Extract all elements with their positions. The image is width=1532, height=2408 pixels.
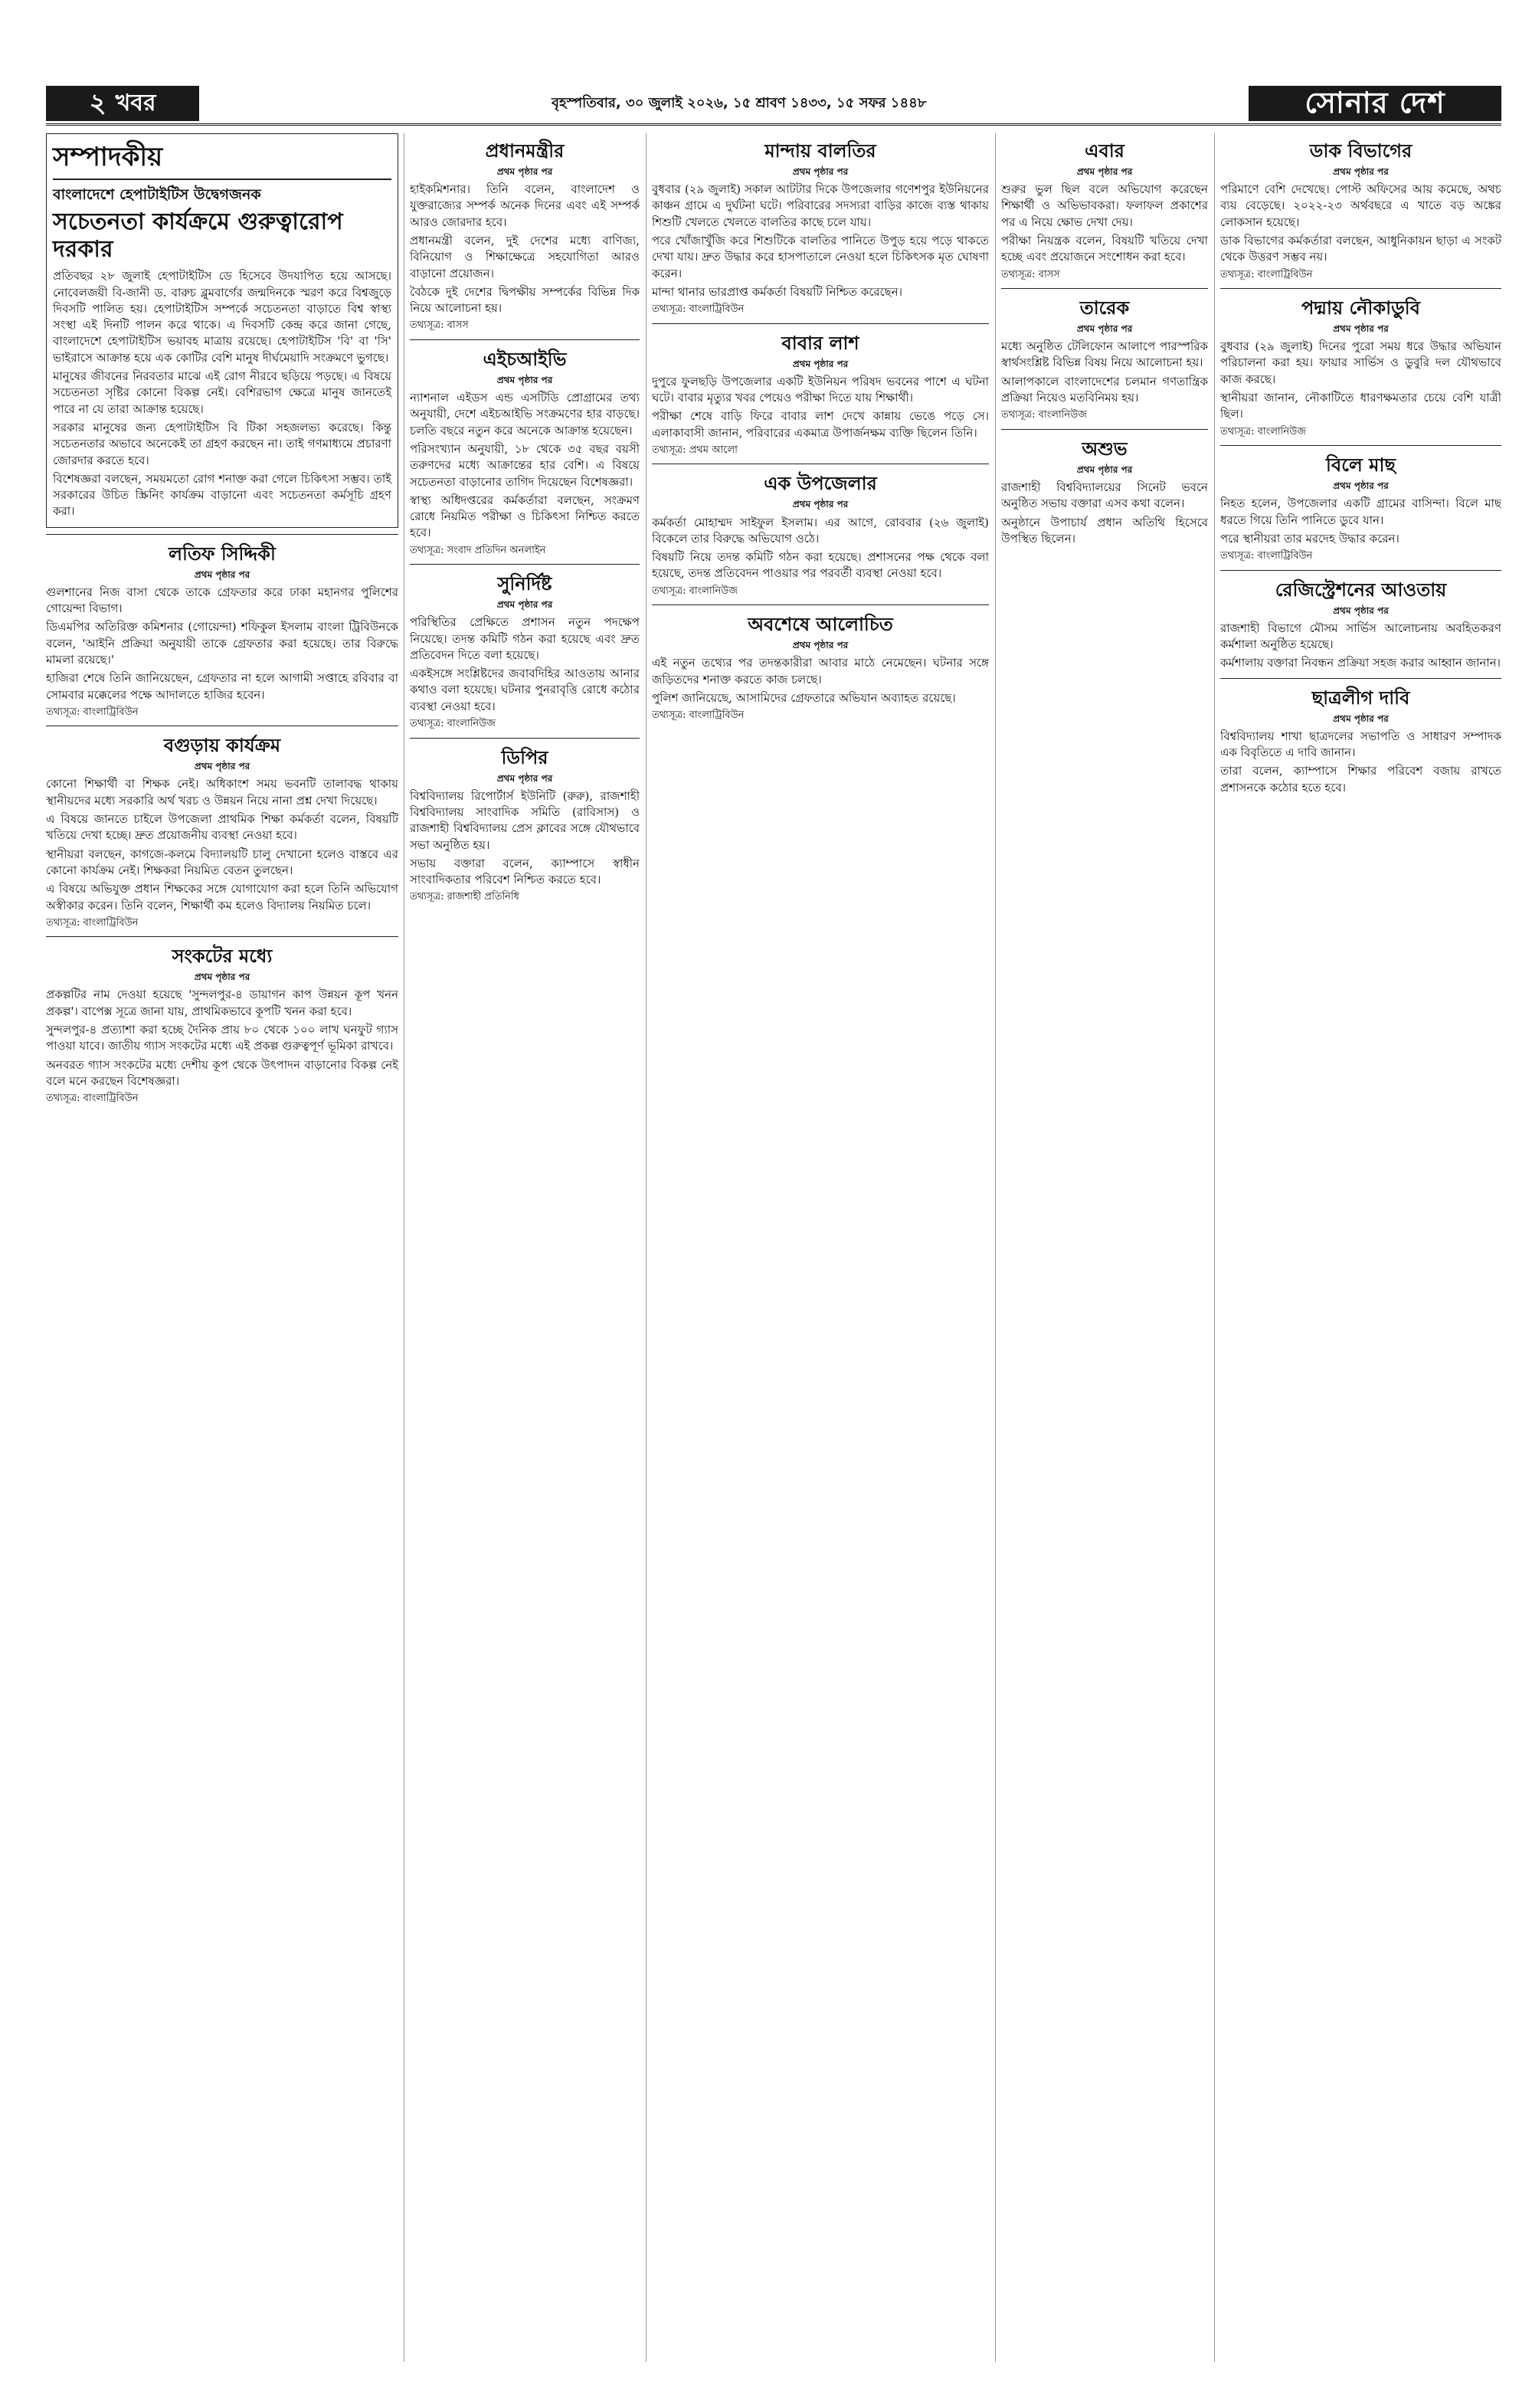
story-paragraph: পরিসংখ্যান অনুযায়ী, ১৮ থেকে ৩৫ বছর বয়সী তরুণদের মধ্যে আক্রান্তের হার বেশি। এ বিষয়ে সচেতনতা বাড়ানোর তাগিদ দিয়েছেন বিশেষজ্ঞরা। <box>410 441 640 489</box>
story-paragraph: আলাপকালে বাংলাদেশের চলমান গণতান্ত্রিক প্রক্রিয়া নিয়েও মতবিনিময় হয়। <box>1001 374 1208 405</box>
story-title: ডিপির <box>501 746 548 768</box>
story-pm <box>410 138 640 333</box>
story-continued: প্রথম পৃষ্ঠার পর <box>194 568 250 580</box>
story-paragraph: এ বিষয়ে জানতে চাইলে উপজেলা প্রাথমিক শিক্ষা কর্মকর্তা বলেন, বিষয়টি খতিয়ে দেখা হচ্ছে। দ্রুত প্রয়োজনীয় ব্যবস্থা নেওয়া হবে। <box>46 812 398 843</box>
story-continued: প্রথম পৃষ্ঠার পর <box>1076 323 1133 335</box>
story-crisis <box>46 943 398 1106</box>
story-continued: প্রথম পৃষ্ঠার পর <box>194 761 250 772</box>
story-continued: প্রথম পৃষ্ঠার পর <box>1333 166 1389 178</box>
story-credit: তথ্যসূত্র: বাংলানিউজ <box>1001 409 1087 421</box>
story-title: প্রধানমন্ত্রীর <box>485 140 565 162</box>
editorial-paragraph: প্রতিবছর ২৮ জুলাই হেপাটাইটিস ডে হিসেবে উদযাপিত হয়ে আসছে। নোবেলজয়ী বি-জানী ড. বারুচ ব্লুমবার্গের জন্মদিনকে স্মরণ করে বিশ্বজুড়ে দিবসটি পালিত হয়। হেপাটাইটিস সম্পর্কে সচেতনতা বাড়াতে বিশ্ব স্বাস্থ্য সংস্থা এই দিনটি পালন করে থাকে। এ দিবসটি কেন্দ্র করে জানা গেছে, বাংলাদেশে হেপাটাইটিস ভয়াবহ মাত্রায় রয়েছে। হেপাটাইটিস 'বি' বা 'সি' ভাইরাসে আক্রান্ত হয়ে এক কোটির বেশি মানুষ দীর্ঘমেয়াদি সংক্রমণে ভুগছে। <box>53 269 391 365</box>
story-title: ছাত্রলীগ দাবি <box>1311 686 1410 709</box>
story-title: সুনির্দিষ্ট <box>497 573 552 595</box>
story-paragraph: স্থানীয়রা বলছেন, কাগজে-কলমে বিদ্যালয়টি চালু দেখানো হলেও বাস্তবে এর কোনো কার্যক্রম নেই। শিক্ষকরা নিয়মিত বেতন তুলছেন। <box>46 847 398 877</box>
editorial-paragraph: সরকার মানুষের জন্য হেপাটাইটিস বি টিকা সহজলভ্য করেছে। কিন্তু সচেতনতার অভাবে অনেকেই তা গ্রহণ করছেন না। তাই গণমাধ্যমে প্রচারণা জোরদার করতে হবে। <box>53 420 391 467</box>
story-title: অশুভ <box>1082 437 1128 460</box>
newspaper-logo: সোনার দেশ <box>1249 86 1501 121</box>
story-paragraph: কর্মকর্তা মোহাম্মদ সাইফুল ইসলাম। এর আগে, রোববার (২৬ জুলাই) বিকেলে তার বিরুদ্ধে অভিযোগ ওঠে। <box>652 515 989 545</box>
story-continued: প্রথম পৃষ্ঠার পর <box>1333 323 1389 335</box>
story-paragraph: বুধবার (২৯ জুলাই) সকাল আটটার দিকে উপজেলার গণেশপুর ইউনিয়নের কাঞ্চন গ্রামে এ দুর্ঘটনা ঘটে। পরিবারের সদস্যরা বাড়ির কাজে ব্যস্ত থাকায় শিশুটি খেলতে খেলতে বালতির কাছে চলে যায়। <box>652 182 989 229</box>
story-credit: তথ্যসূত্র: বাংলাট্রিবিউন <box>46 1093 139 1105</box>
story-paragraph: পুলিশ জানিয়েছে, আসামিদের গ্রেফতারে অভিযান অব্যাহত রয়েছে। <box>652 690 956 705</box>
story-credit: তথ্যসূত্র: বাসস <box>410 319 469 332</box>
story-padma <box>1220 295 1501 439</box>
story-paragraph: প্রধানমন্ত্রী বলেন, দুই দেশের মধ্যে বাণিজ্য, বিনিয়োগ ও শিক্ষাক্ষেত্রে সহযোগিতা আরও বাড়ানো প্রয়োজন। <box>410 234 640 280</box>
story-latif <box>46 541 398 720</box>
story-paragraph: বৈঠকে দুই দেশের দ্বিপক্ষীয় সম্পর্কের বিভিন্ন দিক নিয়ে আলোচনা হয়। <box>410 284 640 316</box>
story-credit: তথ্যসূত্র: বাংলানিউজ <box>652 585 738 597</box>
story-paragraph: পরিস্থিতির প্রেক্ষিতে প্রশাসন নতুন পদক্ষেপ নিয়েছে। তদন্ত কমিটি গঠন করা হয়েছে এবং দ্রুত প্রতিবেদন দিতে বলা হয়েছে। <box>410 615 640 662</box>
story-continued: প্রথম পৃষ্ঠার পর <box>496 599 553 611</box>
story-credit: তথ্যসূত্র: বাংলানিউজ <box>1220 425 1306 437</box>
story-continued: প্রথম পৃষ্ঠার পর <box>496 772 553 784</box>
story-postal <box>1220 138 1501 282</box>
story-upazila <box>652 470 989 598</box>
column-2 <box>410 133 640 2362</box>
story-title: পদ্মায় নৌকাডুবি <box>1301 297 1421 319</box>
story-paragraph: পরে খোঁজাখুঁজি করে শিশুটিকে বালতির পানিতে উপুড় হয়ে পড়ে থাকতে দেখা যায়। দ্রুত উদ্ধার করে হাসপাতালে নেওয়া হলে চিকিৎসক মৃত ঘোষণা করেন। <box>652 234 989 280</box>
column-1 <box>46 133 398 2362</box>
story-paragraph: সুন্দলপুর-৪ প্রত্যাশা করা হচ্ছে দৈনিক প্রায় ৮০ থেকে ১০০ লাখ ঘনফুট গ্যাস পাওয়া যাবে। জাতীয় গ্যাস সংকটের মধ্যে এই প্রকল্প গুরুত্বপূর্ণ ভূমিকা রাখবে। <box>46 1022 398 1053</box>
story-paragraph: ডাক বিভাগের কর্মকর্তারা বলছেন, আধুনিকায়ন ছাড়া এ সংকট থেকে উত্তরণ সম্ভব নয়। <box>1220 234 1501 264</box>
story-title: লতিফ সিদ্দিকী <box>169 542 276 565</box>
story-paragraph: রাজশাহী বিশ্ববিদ্যালয়ের সিনেট ভবনে অনুষ্ঠিত সভায় বক্তারা এসব কথা বলেন। <box>1001 480 1208 511</box>
story-paragraph: পরীক্ষা নিয়ন্ত্রক বলেন, বিষয়টি খতিয়ে দেখা হচ্ছে এবং প্রয়োজনে সংশোধন করা হবে। <box>1001 234 1208 264</box>
story-paragraph: অনুষ্ঠানে উপাচার্য প্রধান অতিথি হিসেবে উপস্থিত ছিলেন। <box>1001 515 1208 545</box>
story-credit: তথ্যসূত্র: সংবাদ প্রতিদিন অনলাইন <box>410 544 546 556</box>
story-paragraph: শুরুর ভুল ছিল বলে অভিযোগ করেছেন শিক্ষার্থী ও অভিভাবকরা। ফলাফল প্রকাশের পর এ নিয়ে ক্ষোভ দেখা দেয়। <box>1001 182 1208 229</box>
story-credit: তথ্যসূত্র: বাংলাট্রিবিউন <box>1220 268 1313 280</box>
story-title: অবশেষে আলোচিত <box>748 614 893 636</box>
editorial-header <box>53 139 391 180</box>
column-4 <box>1001 133 1208 2362</box>
story-finally <box>652 611 989 722</box>
story-chhatraleague <box>1220 685 1501 796</box>
editorial-title: সচেতনতা কার্যক্রমে গুরুত্বারোপ দরকার <box>53 208 343 264</box>
story-paragraph: এই নতুন তথ্যের পর তদন্তকারীরা আবার মাঠে নেমেছেন। ঘটনার সঙ্গে জড়িতদের শনাক্ত করতে কাজ চলছে। <box>652 656 989 686</box>
story-paragraph: বুধবার (২৯ জুলাই) দিনের পুরো সময় ধরে উদ্ধার অভিযান পরিচালনা করা হয়। ফায়ার সার্ভিস ও ডুবুরি দল যৌথভাবে কাজ করছে। <box>1220 339 1501 386</box>
story-paragraph: দুপুরে ফুলছড়ি উপজেলার একটি ইউনিয়ন পরিষদ ভবনের পাশে এ ঘটনা ঘটে। বাবার মৃত্যুর খবর পেয়েও পরীক্ষা দিতে যায় শিক্ষার্থী। <box>652 374 989 405</box>
story-credit: তথ্যসূত্র: বাংলানিউজ <box>410 718 496 730</box>
story-fish <box>1220 452 1501 563</box>
story-title: এবার <box>1085 140 1124 162</box>
story-credit: তথ্যসূত্র: বাংলাট্রিবিউন <box>46 706 139 718</box>
story-paragraph: স্বাস্থ্য অধিদপ্তরের কর্মকর্তারা বলছেন, সংক্রমণ রোধে নিয়মিত পরীক্ষা ও চিকিৎসা নিশ্চিত করতে হবে। <box>410 493 640 540</box>
story-credit: তথ্যসূত্র: বাংলাট্রিবিউন <box>1220 550 1313 562</box>
story-paragraph: বিষয়টি নিয়ে তদন্ত কমিটি গঠন করা হয়েছে। প্রশাসনের পক্ষ থেকে বলা হয়েছে, তদন্ত প্রতিবেদন পাওয়ার পর পরবর্তী ব্যবস্থা নেওয়া হবে। <box>652 550 989 581</box>
story-continued: প্রথম পৃষ্ঠার পর <box>1333 713 1389 724</box>
story-paragraph: মধ্যে অনুষ্ঠিত টেলিফোন আলাপে পারস্পরিক স্বার্থসংশ্লিষ্ট বিভিন্ন বিষয় নিয়ে আলোচনা হয়। <box>1001 339 1208 370</box>
story-paragraph: বিশ্ববিদ্যালয় রিপোর্টার্স ইউনিটি (রুরু), রাজশাহী বিশ্ববিদ্যালয় সাংবাদিক সমিতি (রাবিসাস) ও রাজশাহী বিশ্ববিদ্যালয় প্রেস ক্লাবের সঙ্গে যৌথভাবে সভা অনুষ্ঠিত হয়। <box>410 788 640 852</box>
story-continued: প্রথম পৃষ্ঠার পর <box>496 166 553 178</box>
story-continued: প্রথম পৃষ্ঠার পর <box>792 358 849 369</box>
story-paragraph: পরিমাণে বেশি দেখেছে। পোস্ট অফিসের আয় কমেছে, অথচ ব্যয় বেড়েছে। ২০২২-২৩ অর্থবছরে এ খাতে বড় অঙ্কের লোকসান হয়েছে। <box>1220 182 1501 229</box>
story-credit: তথ্যসূত্র: বাংলাট্রিবিউন <box>46 916 139 929</box>
section-name: খবর <box>115 89 156 116</box>
story-paragraph: বিশ্ববিদ্যালয় শাখা ছাত্রদলের সভাপতি ও সাধারণ সম্পাদক এক বিবৃতিতে এ দাবি জানান। <box>1220 729 1501 759</box>
story-hiv <box>410 346 640 558</box>
editorial <box>46 133 398 528</box>
story-title: তারেক <box>1079 297 1130 319</box>
page-section-badge <box>46 86 199 121</box>
story-continued: প্রথম পৃষ্ঠার পর <box>1333 480 1389 492</box>
story-continued: প্রথম পৃষ্ঠার পর <box>194 971 250 983</box>
story-continued: প্রথম পৃষ্ঠার পর <box>496 375 553 386</box>
story-paragraph: মান্দা থানার ভারপ্রাপ্ত কর্মকর্তা বিষয়টি নিশ্চিত করেছেন। <box>652 284 902 299</box>
story-credit: তথ্যসূত্র: প্রথম আলো <box>652 444 738 456</box>
story-paragraph: এ বিষয়ে অভিযুক্ত প্রধান শিক্ষকের সঙ্গে যোগাযোগ করা হলে তিনি অভিযোগ অস্বীকার করেন। তিনি বলেন, শিক্ষার্থী কম হলেও বিদ্যালয় নিয়মিত চলে। <box>46 882 398 912</box>
story-paragraph: রাজশাহী বিভাগে মৌসম সার্ভিস আলোচনায় অবহিতকরণ কর্মশালা অনুষ্ঠিত হয়েছে। <box>1220 621 1501 651</box>
story-tarek <box>1001 295 1208 423</box>
story-continued: প্রথম পৃষ্ঠার পর <box>792 166 849 178</box>
story-continued: প্রথম পৃষ্ঠার পর <box>1333 604 1389 616</box>
story-paragraph: ন্যাশনাল এইডস এন্ড এসটিডি প্রোগ্রামের তথ্য অনুযায়ী, দেশে এইচআইভি সংক্রমণের হার বাড়ছে। চলতি বছরে নতুন করে অনেকে আক্রান্ত হয়েছেন। <box>410 391 640 437</box>
column-3 <box>652 133 989 2362</box>
story-title: এক উপজেলার <box>764 473 877 495</box>
story-paragraph: হাইকমিশনার। তিনি বলেন, বাংলাদেশ ও যুক্তরাজ্যের সম্পর্ক অনেক দিনের এবং এই সম্পর্ক আরও জোরদার হবে। <box>410 182 640 229</box>
story-title: বিলে মাছ <box>1326 454 1396 477</box>
story-continued: প্রথম পৃষ্ঠার পর <box>792 499 849 510</box>
story-credit: তথ্যসূত্র: বাংলাট্রিবিউন <box>652 709 745 722</box>
page-number: ২ <box>89 87 106 119</box>
story-title: সংকটের মধ্যে <box>172 945 273 968</box>
story-paragraph: গুলশানের নিজ বাসা থেকে তাকে গ্রেফতার করে ঢাকা মহানগর পুলিশের গোয়েন্দা বিভাগ। <box>46 585 398 616</box>
story-title: মান্দায় বালতির <box>764 140 876 162</box>
story-dipir <box>410 745 640 905</box>
story-paragraph: কর্মশালায় বক্তারা নিবন্ধন প্রক্রিয়া সহজ করার আহ্বান জানান। <box>1220 656 1501 670</box>
story-father <box>652 330 989 458</box>
masthead <box>46 86 1501 126</box>
story-specific <box>410 571 640 731</box>
story-paragraph: হাজিরা শেষে তিনি জানিয়েছেন, গ্রেফতার না হলে আগামী সপ্তাহে রবিবার বা সোমবার মক্কেলের পক্ষে আদালতে হাজির হবেন। <box>46 671 398 702</box>
story-title: ডাক বিভাগের <box>1309 140 1413 162</box>
story-registration <box>1220 577 1501 672</box>
story-this-time <box>1001 138 1208 282</box>
editorial-label: সম্পাদকীয় <box>53 142 163 172</box>
story-bogura <box>46 732 398 930</box>
story-title: এইচআইভি <box>483 348 567 370</box>
story-paragraph: পরে স্থানীয়রা তার মরদেহ উদ্ধার করেন। <box>1220 531 1399 545</box>
editorial-kicker: বাংলাদেশে হেপাটাইটিস উদ্বেগজনক <box>53 186 261 204</box>
story-paragraph: পরীক্ষা শেষে বাড়ি ফিরে বাবার লাশ দেখে কান্নায় ভেঙে পড়ে সে। এলাকাবাসী জানান, পরিবারের একমাত্র উপার্জনক্ষম ব্যক্তি ছিলেন তিনি। <box>652 409 989 440</box>
story-paragraph: প্রকল্পটির নাম দেওয়া হয়েছে 'সুন্দলপুর-৪ ডায়াগন কাপ উন্নয়ন কূপ খনন প্রকল্প'। বাপেক্স সূত্রে জানা যায়, প্রাথমিকভাবে কূপটি খনন করা হবে। <box>46 988 398 1018</box>
story-paragraph: স্থানীয়রা জানান, নৌকাটিতে ধারণক্ষমতার চেয়ে বেশি যাত্রী ছিল। <box>1220 391 1501 421</box>
story-title: রেজিস্ট্রেশনের আওতায় <box>1275 578 1447 601</box>
story-continued: প্রথম পৃষ্ঠার পর <box>792 640 849 651</box>
story-paragraph: সভায় বক্তারা বলেন, ক্যাম্পাসে স্বাধীন সাংবাদিকতার পরিবেশ নিশ্চিত করতে হবে। <box>410 856 640 887</box>
date-line: বৃহস্পতিবার, ৩০ জুলাই ২০২৬, ১৫ শ্রাবণ ১৪৩৩, ১৫ সফর ১৪৪৮ <box>552 95 927 111</box>
story-paragraph: একইসঙ্গে সংশ্লিষ্টদের জবাবদিহির আওতায় আনার কথাও বলা হয়েছে। ঘটনার পুনরাবৃত্তি রোধে কঠোর ব্যবস্থা নেওয়া হবে। <box>410 667 640 713</box>
editorial-paragraph: বিশেষজ্ঞরা বলছেন, সময়মতো রোগ শনাক্ত করা গেলে চিকিৎসা সম্ভব। তাই সরকারের উচিত স্ক্রিনিং কার্যক্রম বাড়ানো এবং সচেতনতা কর্মসূচি গ্রহণ করা। <box>53 471 391 519</box>
story-ominous <box>1001 436 1208 547</box>
editorial-paragraph: মানুষের জীবনের নিরবতার মাঝে এই রোগ নীরবে ছড়িয়ে পড়ছে। এ বিষয়ে সচেতনতা সৃষ্টির কোনো বিকল্প নেই। বেশিরভাগ ক্ষেত্রে মানুষ জানতেই পারে না যে তারা আক্রান্ত হয়েছে। <box>53 369 391 416</box>
story-paragraph: তারা বলেন, ক্যাম্পাসে শিক্ষার পরিবেশ বজায় রাখতে প্রশাসনকে কঠোর হতে হবে। <box>1220 764 1501 794</box>
story-continued: প্রথম পৃষ্ঠার পর <box>1076 464 1133 475</box>
story-credit: তথ্যসূত্র: বাসস <box>1001 268 1060 280</box>
story-paragraph: ডিএমপির অতিরিক্ত কমিশনার (গোয়েন্দা) শফিকুল ইসলাম বাংলা ট্রিবিউনকে বলেন, 'আইনি প্রক্রিয়া অনুযায়ী তাকে গ্রেফতার করা হয়েছে। তার বিরুদ্ধে মামলা রয়েছে।' <box>46 620 398 667</box>
story-paragraph: কোনো শিক্ষার্থী বা শিক্ষক নেই। অধিকাংশ সময় ভবনটি তালাবদ্ধ থাকায় স্থানীয়দের মধ্যে সরকারি অর্থ খরচ ও উন্নয়ন নিয়ে নানা প্রশ্ন দেখা দিয়েছে। <box>46 777 398 808</box>
story-continued: প্রথম পৃষ্ঠার পর <box>1076 166 1133 178</box>
story-title: বাবার লাশ <box>781 332 859 354</box>
story-credit: তথ্যসূত্র: বাংলাট্রিবিউন <box>652 303 745 316</box>
story-credit: তথ্যসূত্র: রাজশাহী প্রতিনিধি <box>410 891 519 903</box>
story-paragraph: নিহত হলেন, উপজেলার একটি গ্রামের বাসিন্দা। বিলে মাছ ধরতে গিয়ে তিনি পানিতে ডুবে যান। <box>1220 496 1501 527</box>
story-title: বগুড়ায় কার্যক্রম <box>163 735 281 757</box>
story-manda <box>652 138 989 317</box>
column-5 <box>1220 133 1501 2362</box>
story-paragraph: অনবরত গ্যাস সংকটের মধ্যে দেশীয় কূপ থেকে উৎপাদন বাড়ানোর বিকল্প নেই বলে মনে করছেন বিশেষজ্ঞরা। <box>46 1057 398 1088</box>
